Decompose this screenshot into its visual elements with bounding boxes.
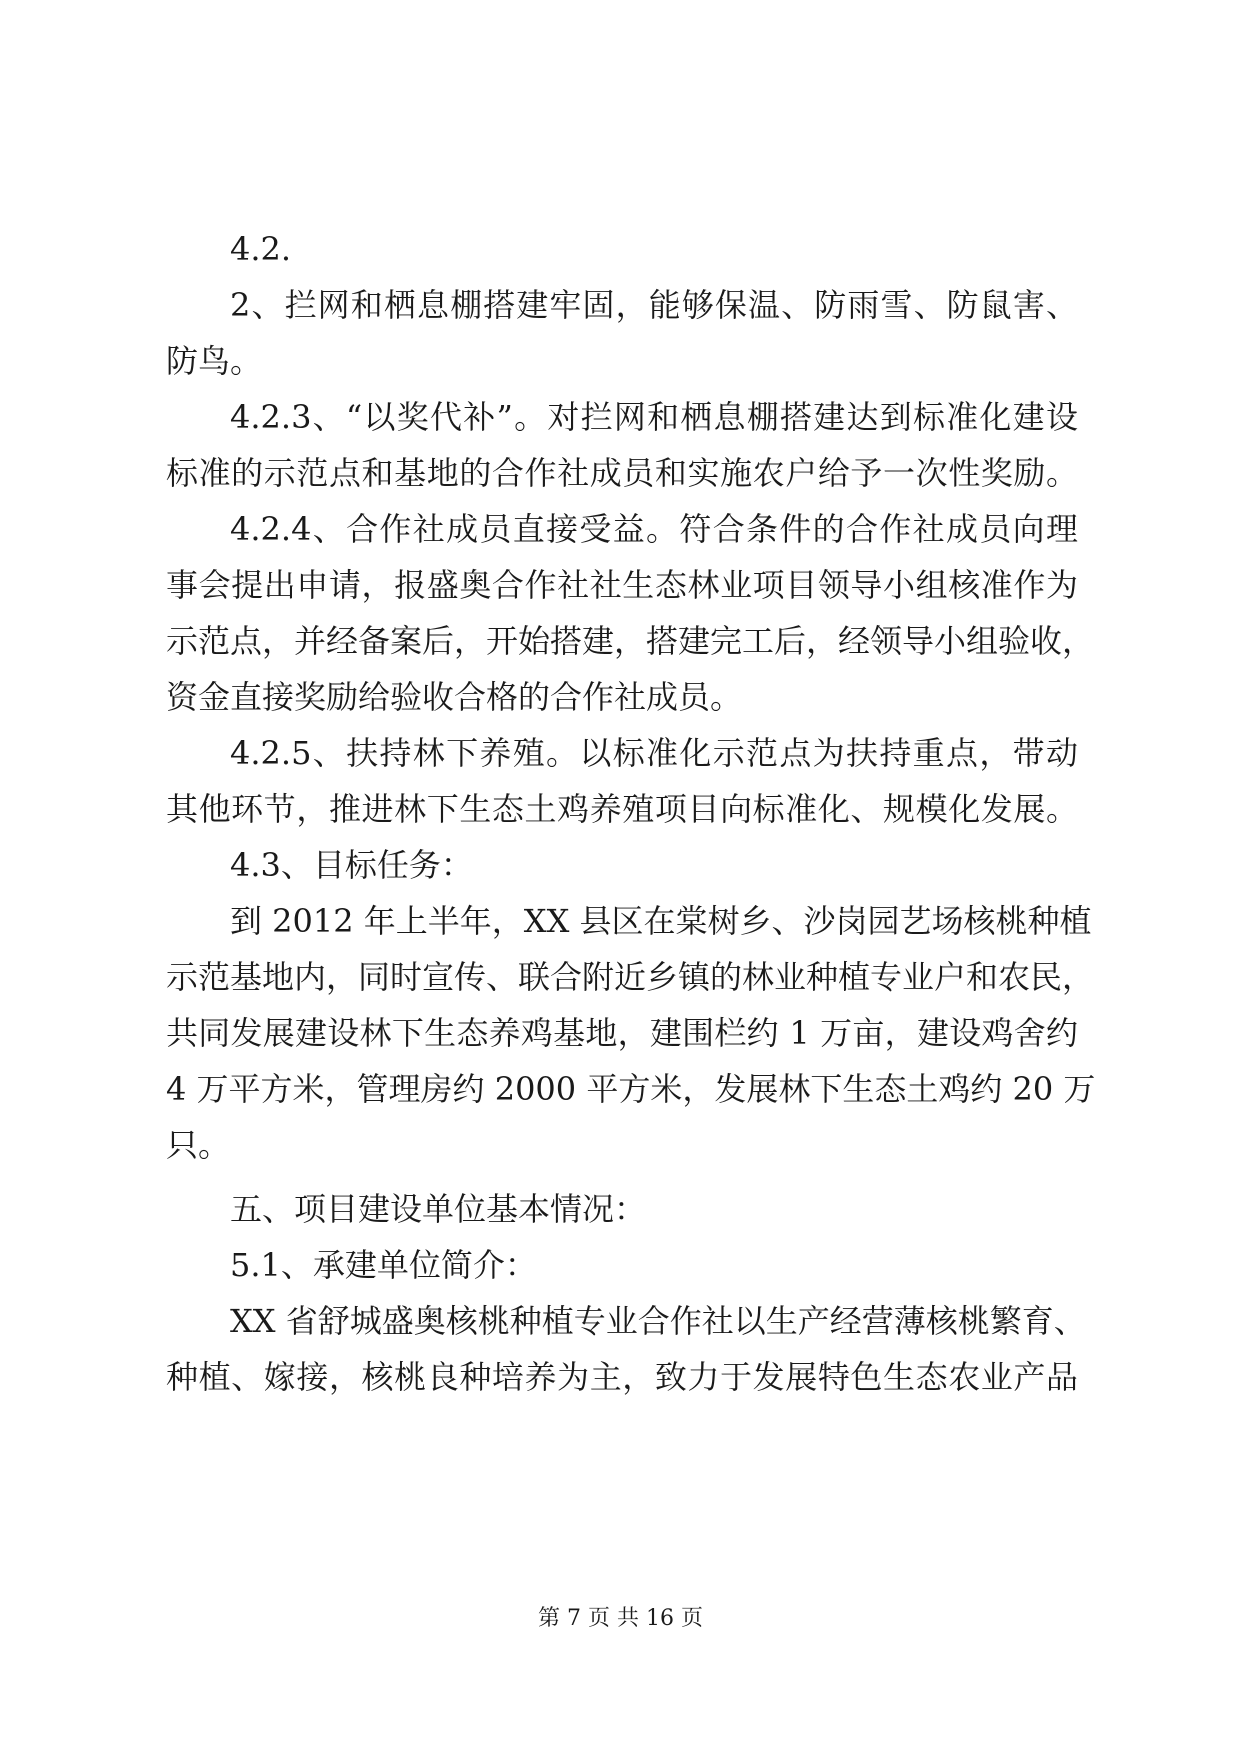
paragraph-line: 示范基地内，同时宣传、联合附近乡镇的林业种植专业户和农民，: [166, 958, 1095, 996]
paragraph-line: 示范点，并经备案后，开始搭建，搭建完工后，经领导小组验收，: [166, 622, 1095, 660]
paragraph-line: 2、拦网和栖息棚搭建牢固，能够保温、防雨雪、防鼠害、: [230, 286, 1078, 324]
paragraph-line: 共同发展建设林下生态养鸡基地，建围栏约 1 万亩，建设鸡舍约: [166, 1014, 1078, 1052]
paragraph-line: 只。: [166, 1126, 231, 1164]
page-number-footer: 第 7 页 共 16 页: [538, 1606, 703, 1631]
section-heading: 4.3、目标任务：: [230, 846, 473, 884]
paragraph-line: 4.2.4、合作社成员直接受益。符合条件的合作社成员向理: [230, 510, 1078, 548]
paragraph-line: 4 万平方米，管理房约 2000 平方米，发展林下生态土鸡约 20 万: [166, 1070, 1096, 1108]
section-heading: 五、项目建设单位基本情况：: [230, 1190, 647, 1228]
paragraph-line: XX 省舒城盛奥核桃种植专业合作社以生产经营薄核桃繁育、: [230, 1302, 1086, 1340]
paragraph-line: 其他环节，推进林下生态土鸡养殖项目向标准化、规模化发展。: [166, 790, 1078, 828]
paragraph-line: 资金直接奖励给验收合格的合作社成员。: [166, 678, 743, 716]
paragraph-line: 事会提出申请，报盛奥合作社社生态林业项目领导小组核准作为: [166, 566, 1078, 604]
paragraph-line: 种植、嫁接，核桃良种培养为主，致力于发展特色生态农业产品: [166, 1358, 1078, 1396]
section-heading: 5.1、承建单位简介：: [230, 1246, 537, 1284]
paragraph-line: 4.2.5、扶持林下养殖。以标准化示范点为扶持重点，带动: [230, 734, 1078, 772]
paragraph-line: 到 2012 年上半年，XX 县区在棠树乡、沙岗园艺场核桃种植: [230, 902, 1092, 940]
paragraph-line: 4.2.: [230, 230, 292, 268]
paragraph-line: 防鸟。: [166, 342, 263, 380]
paragraph-line: 4.2.3、“以奖代补”。对拦网和栖息棚搭建达到标准化建设: [230, 398, 1078, 436]
paragraph-line: 标准的示范点和基地的合作社成员和实施农户给予一次性奖励。: [166, 454, 1078, 492]
